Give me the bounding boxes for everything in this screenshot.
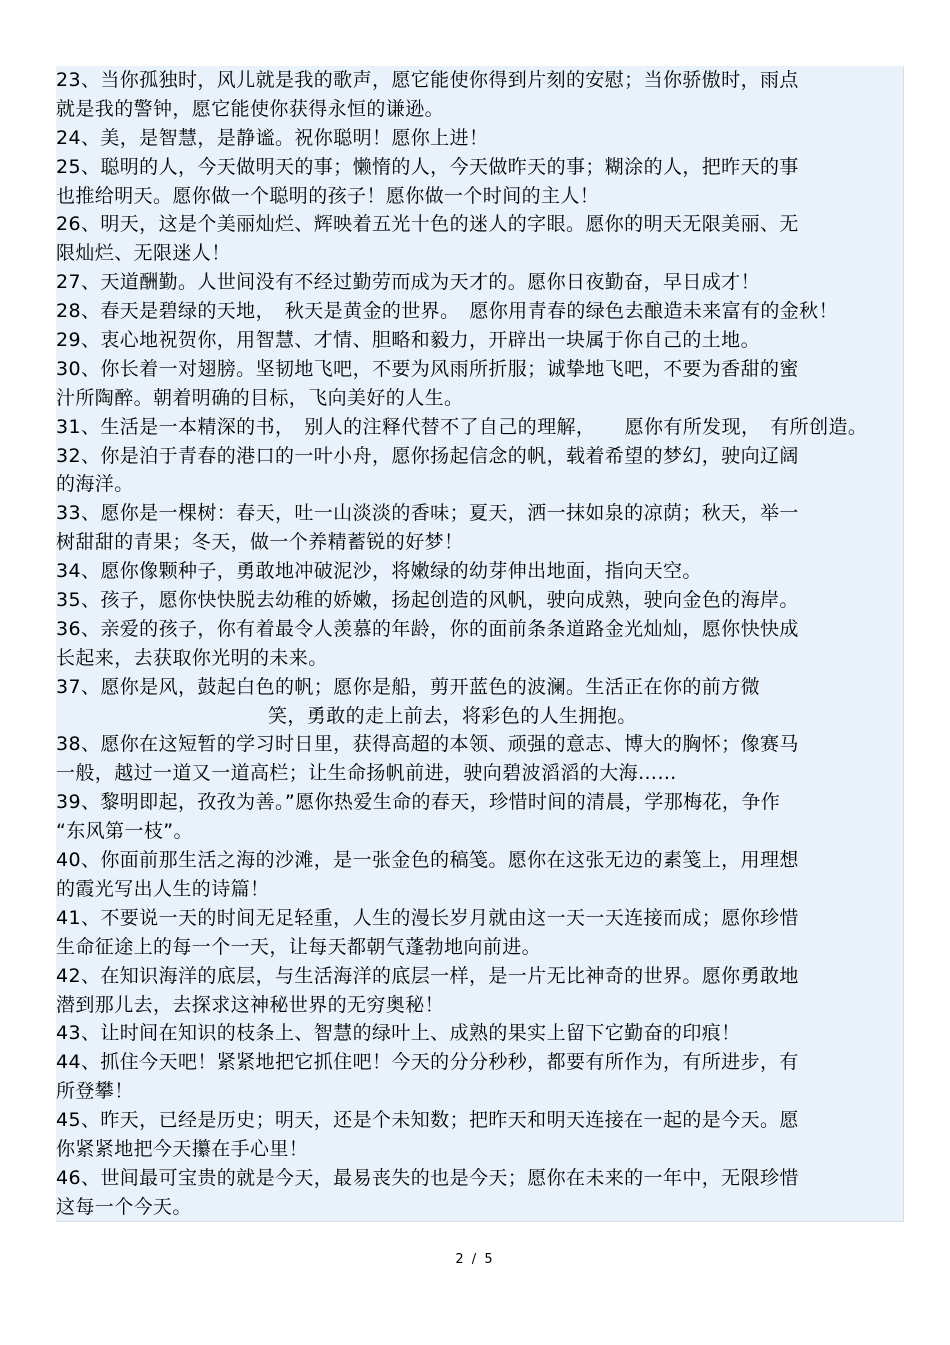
text-block [56,66,916,1222]
text-line: 26、明天，这是个美丽灿烂、辉映着五光十色的迷人的字眼。愿你的明天无限美丽、无 [56,213,799,236]
text-line: 35、孩子，愿你快快脱去幼稚的娇嫩，扬起创造的风帆，驶向成熟，驶向金色的海岸。 [56,589,799,612]
text-line: 长起来，去获取你光明的未来。 [56,646,328,669]
page-number: 2 / 5 [455,1252,495,1267]
text-line: 34、愿你像颗种子，勇敢地冲破泥沙，将嫩绿的幼芽伸出地面，指向天空。 [56,560,702,583]
text-line: 所登攀！ [56,1080,134,1103]
text-line: 27、天道酬勤。人世间没有不经过勤劳而成为天才的。愿你日夜勤奋，早日成才！ [56,271,760,294]
text-line: 31、生活是一本精深的书， 别人的注释代替不了自己的理解， 愿你有所发现， 有所创造。 [56,415,868,438]
text-line: 25、聪明的人，今天做明天的事；懒惰的人，今天做昨天的事；糊涂的人，把昨天的事 [56,155,799,178]
text-line: 就是我的警钟，愿它能使你获得永恒的谦逊。 [56,97,445,120]
text-line: 29、衷心地祝贺你，用智慧、才情、胆略和毅力，开辟出一块属于你自己的土地。 [56,329,760,352]
text-line: 45、昨天，已经是历史；明天，还是个未知数；把昨天和明天连接在一起的是今天。愿 [56,1109,799,1132]
text-line: 24、美，是智慧，是静谧。祝你聪明！愿你上进！ [56,126,489,149]
text-line: 这每一个今天。 [56,1195,192,1218]
text-line: 的海洋。 [56,473,134,496]
text-line: “东风第一枝”。 [56,820,193,843]
text-line: 42、在知识海洋的底层，与生活海洋的底层一样，是一片无比神奇的世界。愿你勇敢地 [56,964,799,987]
text-line: 潜到那儿去，去探求这神秘世界的无穷奥秘！ [56,993,445,1016]
text-line: 汁所陶醉。朝着明确的目标，飞向美好的人生。 [56,386,464,409]
text-line: 43、让时间在知识的枝条上、智慧的绿叶上、成熟的果实上留下它勤奋的印痕！ [56,1022,741,1045]
text-line: 笑，勇敢的走上前去，将彩色的人生拥抱。 [268,704,637,727]
text-line: 32、你是泊于青春的港口的一叶小舟，愿你扬起信念的帆，载着希望的梦幻，驶向辽阔 [56,444,799,467]
text-line: 限灿烂、无限迷人！ [56,242,231,265]
text-line: 40、你面前那生活之海的沙滩，是一张金色的稿笺。愿你在这张无边的素笺上，用理想 [56,849,799,872]
text-line: 41、不要说一天的时间无足轻重，人生的漫长岁月就由这一天一天连接而成；愿你珍惜 [56,906,799,929]
text-line: 36、亲爱的孩子，你有着最令人羡慕的年龄，你的面前条条道路金光灿灿，愿你快快成 [56,617,799,640]
text-line: 28、春天是碧绿的天地， 秋天是黄金的世界。 愿你用青春的绿色去酿造未来富有的金秋！ [56,300,838,323]
text-line: 39、黎明即起，孜孜为善。”愿你热爱生命的春天，珍惜时间的清晨，学那梅花，争作 [56,791,781,814]
text-line: 树甜甜的青果；冬天，做一个养精蓄锐的好梦！ [56,531,464,554]
text-line: 30、你长着一对翅膀。坚韧地飞吧，不要为风雨所折服；诚挚地飞吧，不要为香甜的蜜 [56,357,799,380]
text-line: 23、当你孤独时，风儿就是我的歌声，愿它能使你得到片刻的安慰；当你骄傲时，雨点 [56,69,799,91]
text-line: 的霞光写出人生的诗篇！ [56,877,270,900]
text-line: 37、愿你是风，鼓起白色的帆；愿你是船，剪开蓝色的波澜。生活正在你的前方微 [56,675,760,698]
text-line: 46、世间最可宝贵的就是今天，最易丧失的也是今天；愿你在未来的一年中，无限珍惜 [56,1166,799,1189]
text-line: 44、抓住今天吧！紧紧地把它抓住吧！今天的分分秒秒，都要有所作为，有所进步，有 [56,1051,799,1074]
text-line: 33、愿你是一棵树：春天，吐一山淡淡的香味；夏天，洒一抹如泉的凉荫；秋天，举一 [56,502,799,525]
text-line: 生命征途上的每一个一天，让每天都朝气蓬勃地向前进。 [56,935,542,958]
text-line: 你紧紧地把今天攥在手心里！ [56,1137,309,1160]
text-line: 38、愿你在这短暂的学习时日里，获得高超的本领、顽强的意志、博大的胸怀；像赛马 [56,733,799,756]
text-line: 一般，越过一道又一道高栏；让生命扬帆前进，驶向碧波滔滔的大海…… [56,762,677,785]
text-line: 也推给明天。愿你做一个聪明的孩子！愿你做一个时间的主人！ [56,184,600,207]
